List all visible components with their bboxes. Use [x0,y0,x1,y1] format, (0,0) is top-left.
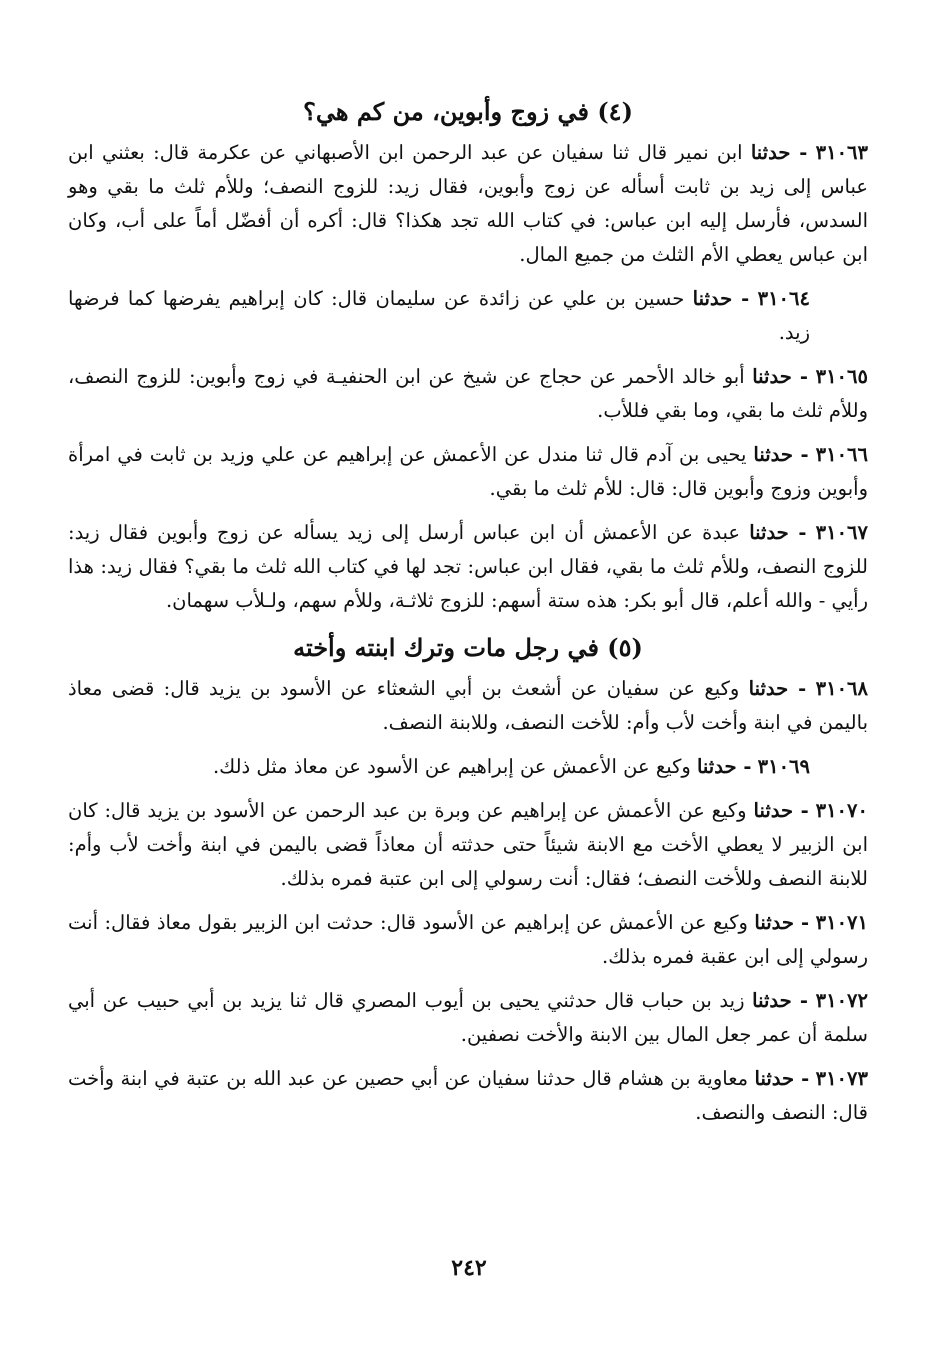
hadith-text: وكيع عن الأعمش عن إبراهيم عن الأسود قال: حدثت ابن الزبير بقول معاذ فقال: أنت رسولي إلى ابن عقبة فمره بذلك. [68,911,868,968]
page-number: ٢٤٢ [451,1255,487,1281]
hadith-text: يحيى بن آدم قال ثنا مندل عن الأعمش عن إبراهيم عن علي وزيد بن ثابت في امرأة وأبوين وزوج وأبوين قال: قال: للأم ثلث ما بقي. [68,443,868,500]
hadith-31069: ٣١٠٦٩ - حدثنا وكيع عن الأعمش عن إبراهيم عن الأسود عن معاذ مثل ذلك. [212,755,810,778]
hadith-31064: ٣١٠٦٤ - حدثنا حسين بن علي عن زائدة عن سليمان قال: كان إبراهيم يفرضها كما فرضها زيد. [68,287,810,344]
book-page [68,92,868,1292]
hadith-text: زيد بن حباب قال حدثني يحيى بن أيوب المصري قال ثنا يزيد بن أبي حبيب عن أبي سلمة أن عمر جعل المال بين الابنة والأخت نصفين. [68,989,868,1046]
hadith-text: وكيع عن الأعمش عن إبراهيم عن الأسود عن معاذ مثل ذلك. [212,755,691,778]
hadith-opening: حدثنا [753,799,794,822]
hadith-number: ٣١٠٧٣ [815,1067,868,1090]
hadith-opening: حدثنا [692,287,733,310]
hadith-number: ٣١٠٦٥ [815,365,868,388]
hadith-text: حسين بن علي عن زائدة عن سليمان قال: كان إبراهيم يفرضها كما فرضها زيد. [68,287,810,344]
hadith-text: معاوية بن هشام قال حدثنا سفيان عن أبي حصين عن عبد الله بن عتبة في ابنة وأخت قال: النصف والنصف. [68,1067,868,1124]
section-heading-5: (٥) في رجل مات وترك ابنته وأخته [293,633,643,662]
hadith-opening: حدثنا [749,521,789,544]
hadith-text: أبو خالد الأحمر عن حجاج عن شيخ عن ابن الحنفيـة في زوج وأبوين: للزوج النصف، وللأم ثلث ما بقي، وما بقي فللأب. [68,365,868,422]
hadith-opening: حدثنا [754,1067,795,1090]
hadith-text: وكيع عن سفيان عن أشعث بن أبي الشعثاء عن الأسود بن يزيد قال: قضى معاذ باليمن في ابنة وأخت لأب وأم: للأخت النصف، وللابنة النصف. [68,677,868,734]
hadith-31071: ٣١٠٧١ - حدثنا وكيع عن الأعمش عن إبراهيم عن الأسود قال: حدثت ابن الزبير بقول معاذ فقال: أنت رسولي إلى ابن عقبة فمره بذلك. [68,911,869,968]
hadith-number: ٣١٠٦٤ [757,287,810,310]
hadith-list-section-4 [68,136,868,618]
hadith-opening: حدثنا [696,755,737,778]
hadith-opening: حدثنا [753,443,793,466]
hadith-31068: ٣١٠٦٨ - حدثنا وكيع عن سفيان عن أشعث بن أبي الشعثاء عن الأسود بن يزيد قال: قضى معاذ باليمن في ابنة وأخت لأب وأم: للأخت النصف، وللابنة النصف. [68,677,868,734]
hadith-opening: حدثنا [752,989,792,1012]
hadith-number: ٣١٠٦٨ [815,677,868,700]
hadith-text: وكيع عن الأعمش عن إبراهيم عن وبرة بن عبد الرحمن عن الأسود بن يزيد قال: كان ابن الزبير لا يعطي الأخت مع الابنة شيئاً حتى حدثته أن معاذاً قضى باليمن في ابنة وأخت لأب وأم: للابنة النصف وللأخت النصف؛ فقال: أنت رسولي إلى ابن عتبة فمره بذلك. [68,799,868,890]
hadith-opening: حدثنا [750,141,791,164]
section-heading-4: (٤) في زوج وأبوين، من كم هي؟ [303,97,633,126]
hadith-31070: ٣١٠٧٠ - حدثنا وكيع عن الأعمش عن إبراهيم عن وبرة بن عبد الرحمن عن الأسود بن يزيد قال: كان ابن الزبير لا يعطي الأخت مع الابنة شيئاً حتى حدثته أن معاذاً قضى باليمن في ابنة وأخت لأب وأم: للابنة النصف وللأخت النصف؛ فقال: أنت رسولي إلى ابن عتبة فمره بذلك. [68,799,868,890]
hadith-opening: حدثنا [748,677,789,700]
hadith-opening: حدثنا [754,911,794,934]
hadith-31066: ٣١٠٦٦ - حدثنا يحيى بن آدم قال ثنا مندل عن الأعمش عن إبراهيم عن علي وزيد بن ثابت في امرأة وأبوين وزوج وأبوين قال: قال: للأم ثلث ما بقي. [68,443,868,500]
hadith-31072: ٣١٠٧٢ - حدثنا زيد بن حباب قال حدثني يحيى بن أيوب المصري قال ثنا يزيد بن أبي حبيب عن أبي سلمة أن عمر جعل المال بين الابنة والأخت نصفين. [68,989,868,1046]
hadith-number: ٣١٠٧٠ [815,799,868,822]
hadith-31065: ٣١٠٦٥ - حدثنا أبو خالد الأحمر عن حجاج عن شيخ عن ابن الحنفيـة في زوج وأبوين: للزوج النصف، وللأم ثلث ما بقي، وما بقي فللأب. [68,365,868,422]
hadith-number: ٣١٠٦٩ [757,755,810,778]
hadith-number: ٣١٠٧٢ [815,989,868,1012]
hadith-number: ٣١٠٧١ [815,911,869,934]
hadith-text: ابن نمير قال ثنا سفيان عن عبد الرحمن ابن الأصبهاني عن عكرمة قال: بعثني ابن عباس إلى زيد بن ثابت أسأله عن زوج وأبوين، فقال زيد: للزوج النصف؛ وللأم ثلث ما بقي وهو السدس، فأرسل إليه ابن عباس: في كتاب الله تجد هكذا؟ قال: أكره أن أفضّل أماً على أب، وكان ابن عباس يعطي الأم الثلث من جميع المال. [68,141,868,266]
hadith-text: عبدة عن الأعمش أن ابن عباس أرسل إلى زيد يسأله عن زوج وأبوين فقال زيد: للزوج النصف، وللأم ثلث ما بقي، فقال ابن عباس: تجد لها في كتاب الله ثلث ما بقي؟ فقال زيد: هذا رأيي - والله أعلم، قال أبو بكر: هذه ستة أسهم: للزوج ثلاثـة، وللأم سهم، ولـلأب سهمان. [68,521,868,612]
hadith-31067: ٣١٠٦٧ - حدثنا عبدة عن الأعمش أن ابن عباس أرسل إلى زيد يسأله عن زوج وأبوين فقال زيد: للزوج النصف، وللأم ثلث ما بقي، فقال ابن عباس: تجد لها في كتاب الله ثلث ما بقي؟ فقال زيد: هذا رأيي - والله أعلم، قال أبو بكر: هذه ستة أسهم: للزوج ثلاثـة، وللأم سهم، ولـلأب سهمان. [68,521,869,612]
hadith-opening: حدثنا [752,365,792,388]
hadith-31073: ٣١٠٧٣ - حدثنا معاوية بن هشام قال حدثنا سفيان عن أبي حصين عن عبد الله بن عتبة في ابنة وأخت قال: النصف والنصف. [68,1067,868,1124]
hadith-number: ٣١٠٦٣ [815,141,868,164]
hadith-number: ٣١٠٦٧ [815,521,869,544]
hadith-list-section-5 [68,672,868,1130]
hadith-31063: ٣١٠٦٣ - حدثنا ابن نمير قال ثنا سفيان عن عبد الرحمن ابن الأصبهاني عن عكرمة قال: بعثني ابن عباس إلى زيد بن ثابت أسأله عن زوج وأبوين، فقال زيد: للزوج النصف؛ وللأم ثلث ما بقي وهو السدس، فأرسل إليه ابن عباس: في كتاب الله تجد هكذا؟ قال: أكره أن أفضّل أماً على أب، وكان ابن عباس يعطي الأم الثلث من جميع المال. [68,141,868,266]
hadith-number: ٣١٠٦٦ [815,443,868,466]
